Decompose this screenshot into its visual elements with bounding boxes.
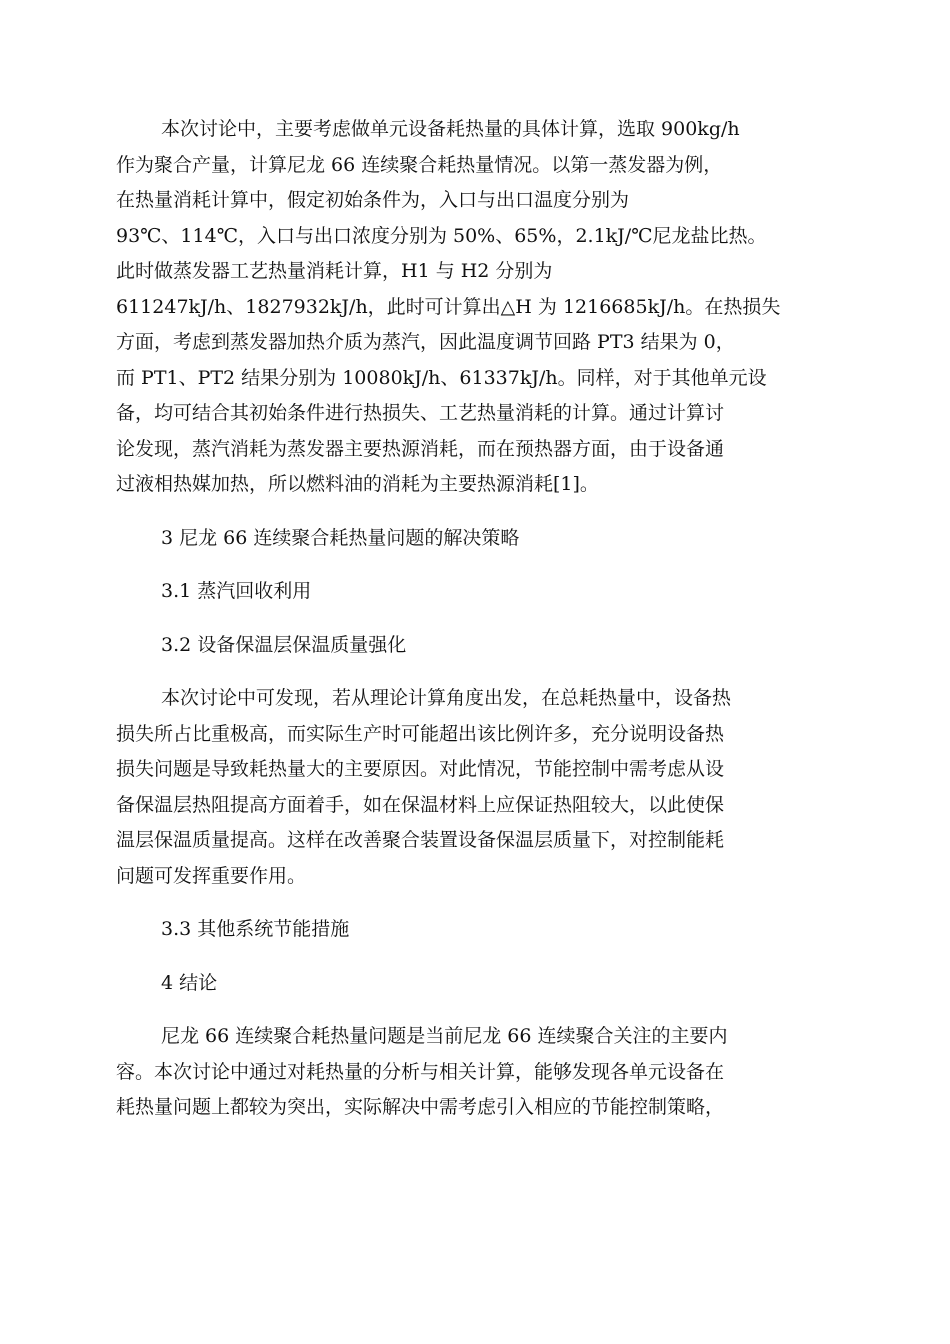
spacer (116, 948, 836, 966)
text-line: 在热量消耗计算中，假定初始条件为，入口与出口温度分别为 (116, 189, 630, 211)
text-line: 备保温层热阻提高方面着手，如在保温材料上应保证热阻较大，以此使保 (116, 793, 725, 816)
paragraph-heat-calculation (116, 112, 836, 503)
text-line: 过液相热媒加热，所以燃料油的消耗为主要热源消耗[1]。 (116, 473, 599, 495)
spacer (116, 894, 836, 912)
section-heading-3-1: 3.1 蒸汽回收利用 (161, 580, 312, 602)
document-body (116, 112, 836, 1126)
text-line: 损失问题是导致耗热量大的主要原因。对此情况，节能控制中需考虑从设 (116, 758, 725, 780)
text-line: 温层保温质量提高。这样在改善聚合装置设备保温层质量下，对控制能耗 (116, 829, 725, 851)
spacer (116, 663, 836, 681)
spacer (116, 503, 836, 521)
text-line: 耗热量问题上都较为突出，实际解决中需考虑引入相应的节能控制策略， (116, 1096, 725, 1118)
spacer (116, 556, 836, 574)
paragraph-conclusion (116, 1019, 836, 1126)
text-line: 此时做蒸发器工艺热量消耗计算，H1 与 H2 分别为 (116, 260, 553, 282)
text-line: 作为聚合产量，计算尼龙 66 连续聚合耗热量情况。以第一蒸发器为例， (116, 153, 723, 176)
section-heading-4: 4 结论 (161, 971, 218, 994)
text-line: 损失所占比重极高，而实际生产时可能超出该比例许多，充分说明设备热 (116, 722, 725, 745)
spacer (116, 1001, 836, 1019)
spacer (116, 610, 836, 628)
text-line: 备，均可结合其初始条件进行热损失、工艺热量消耗的计算。通过计算讨 (116, 402, 725, 424)
text-line: 论发现，蒸汽消耗为蒸发器主要热源消耗，而在预热器方面，由于设备通 (116, 437, 725, 460)
section-heading-3-3: 3.3 其他系统节能措施 (161, 918, 350, 940)
text-line: 93℃、114℃，入口与出口浓度分别为 50%、65%，2.1kJ/℃尼龙盐比热。 (116, 224, 767, 247)
text-line: 容。本次讨论中通过对耗热量的分析与相关计算，能够发现各单元设备在 (116, 1060, 725, 1083)
text-line: 方面，考虑到蒸发器加热介质为蒸汽，因此温度调节回路 PT3 结果为 0， (116, 331, 735, 353)
text-line: 本次讨论中，主要考虑做单元设备耗热量的具体计算，选取 900kg/h (161, 118, 740, 140)
paragraph-insulation (116, 681, 836, 894)
text-line: 问题可发挥重要作用。 (116, 864, 307, 887)
text-line: 尼龙 66 连续聚合耗热量问题是当前尼龙 66 连续聚合关注的主要内 (161, 1025, 728, 1047)
text-line: 611247kJ/h、1827932kJ/h，此时可计算出△H 为 1216685kJ/h。在热损失 (116, 295, 781, 318)
text-line: 而 PT1、PT2 结果分别为 10080kJ/h、61337kJ/h。同样，对于其他单元设 (116, 366, 767, 389)
section-heading-3-2: 3.2 设备保温层保温质量强化 (161, 633, 407, 656)
text-line: 本次讨论中可发现，若从理论计算角度出发，在总耗热量中，设备热 (161, 687, 732, 709)
section-heading-3: 3 尼龙 66 连续聚合耗热量问题的解决策略 (161, 526, 520, 549)
